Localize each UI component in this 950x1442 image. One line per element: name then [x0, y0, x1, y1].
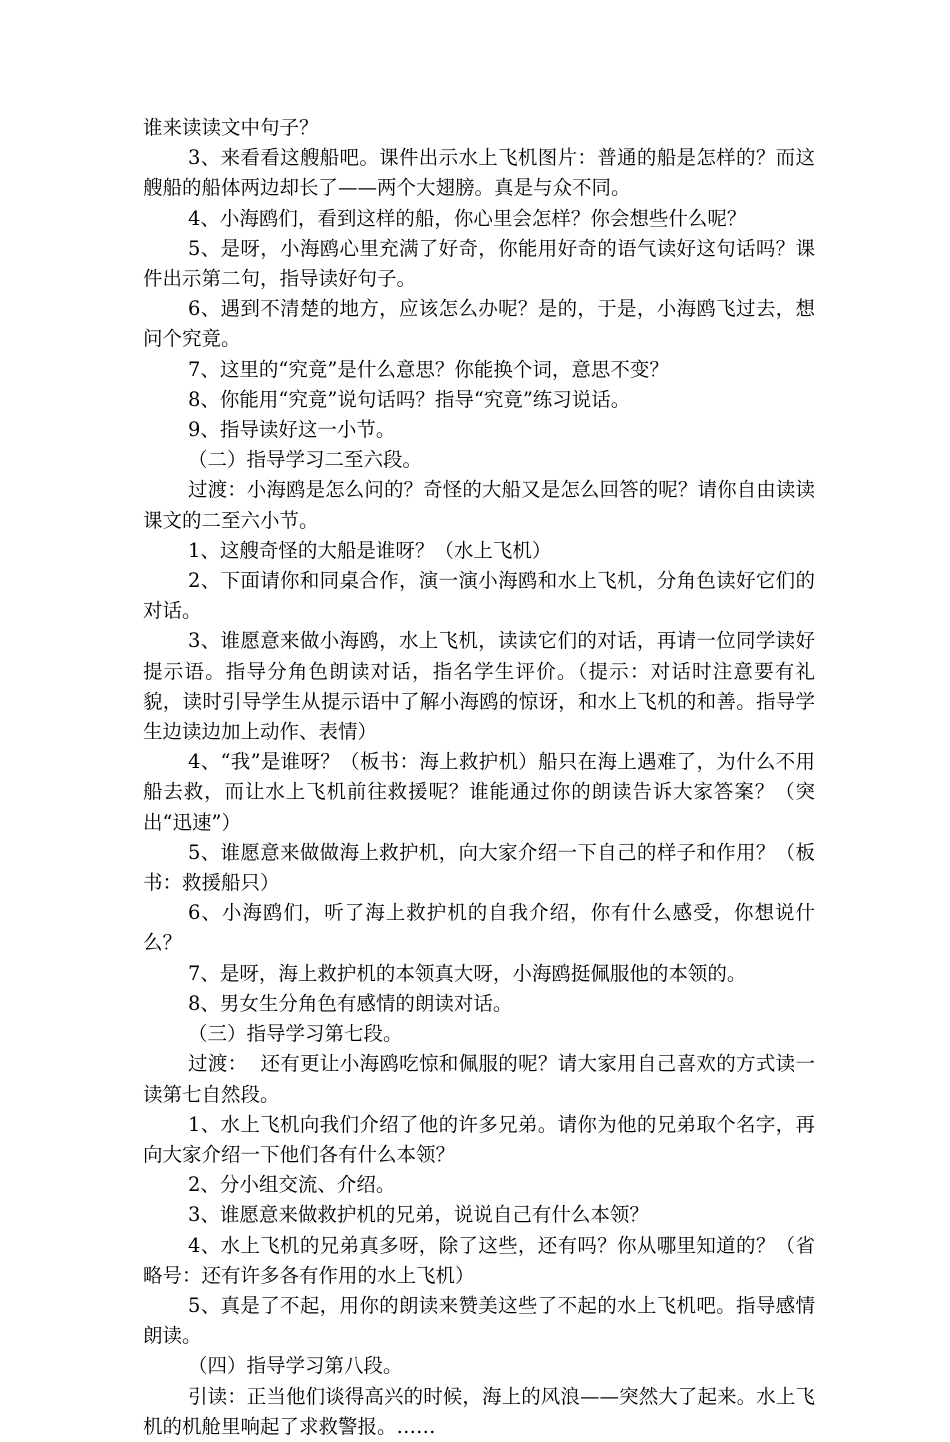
paragraph: 3、来看看这艘船吧。课件出示水上飞机图片：普通的船是怎样的？而这艘船的船体两边却长了——两个大翅膀。真是与众不同。 [143, 146, 815, 200]
document-body [143, 113, 815, 1442]
paragraph: 5、是呀，小海鸥心里充满了好奇，你能用好奇的语气读好这句话吗？课件出示第二句，指导读好句子。 [143, 236, 815, 291]
paragraph: 7、这里的“究竟”是什么意思？你能换个词，意思不变？ [188, 357, 669, 381]
section-heading: （四）指导学习第八段。 [188, 1354, 403, 1378]
section-heading: （三）指导学习第七段。 [188, 1022, 403, 1046]
paragraph: 2、下面请你和同桌合作，演一演小海鸥和水上飞机，分角色读好它们的对话。 [143, 569, 815, 623]
paragraph: 3、谁愿意来做救护机的兄弟，说说自己有什么本领？ [188, 1203, 649, 1227]
paragraph: 6、遇到不清楚的地方，应该怎么办呢？是的，于是，小海鸥飞过去，想问个究竟。 [143, 297, 815, 351]
paragraph: 7、是呀，海上救护机的本领真大呀，小海鸥挺佩服他的本领的。 [188, 961, 747, 985]
paragraph: 9、指导读好这一小节。 [188, 418, 396, 442]
paragraph: 谁来读读文中句子？ [143, 116, 319, 139]
paragraph: 过渡： 还有更让小海鸥吃惊和佩服的呢？请大家用自己喜欢的方式读一读第七自然段。 [143, 1052, 815, 1106]
paragraph: 2、分小组交流、介绍。 [188, 1173, 396, 1197]
paragraph: 3、谁愿意来做小海鸥，水上飞机，读读它们的对话，再请一位同学读好提示语。指导分角色朗读对话，指名学生评价。（提示：对话时注意要有礼貌，读时引导学生从提示语中了解小海鸥的惊讶，和水上飞机的和善。指导学生边读边加上动作、表情） [143, 629, 815, 744]
paragraph: 8、你能用“究竟”说句话吗？指导“究竟”练习说话。 [188, 387, 631, 411]
section-heading: （二）指导学习二至六段。 [188, 448, 423, 472]
paragraph: 6、小海鸥们，听了海上救护机的自我介绍，你有什么感受，你想说什么？ [143, 901, 815, 955]
paragraph: 1、水上飞机向我们介绍了他的许多兄弟。请你为他的兄弟取个名字，再向大家介绍一下他们各有什么本领？ [143, 1112, 815, 1166]
paragraph: 引读：正当他们谈得高兴的时候，海上的风浪——突然大了起来。水上飞机的机舱里响起了求救警报。…… [143, 1384, 815, 1438]
paragraph: 5、真是了不起，用你的朗读来赞美这些了不起的水上飞机吧。指导感情朗读。 [143, 1293, 815, 1348]
paragraph: 4、“我”是谁呀？（板书：海上救护机）船只在海上遇难了，为什么不用船去救，而让水上飞机前往救援呢？谁能通过你的朗读告诉大家答案？（突出“迅速”） [143, 750, 815, 834]
paragraph: 1、这艘奇怪的大船是谁呀？（水上飞机） [188, 538, 552, 562]
paragraph: 4、水上飞机的兄弟真多呀，除了这些，还有吗？你从哪里知道的？（省略号：还有许多各有作用的水上飞机） [143, 1233, 815, 1287]
paragraph: 5、谁愿意来做做海上救护机，向大家介绍一下自己的样子和作用？（板书：救援船只） [143, 840, 815, 895]
paragraph: 4、小海鸥们，看到这样的船，你心里会怎样？你会想些什么呢？ [188, 206, 747, 230]
paragraph: 8、男女生分角色有感情的朗读对话。 [188, 991, 513, 1015]
paragraph: 过渡：小海鸥是怎么问的？奇怪的大船又是怎么回答的呢？请你自由读读课文的二至六小节。 [143, 478, 815, 532]
